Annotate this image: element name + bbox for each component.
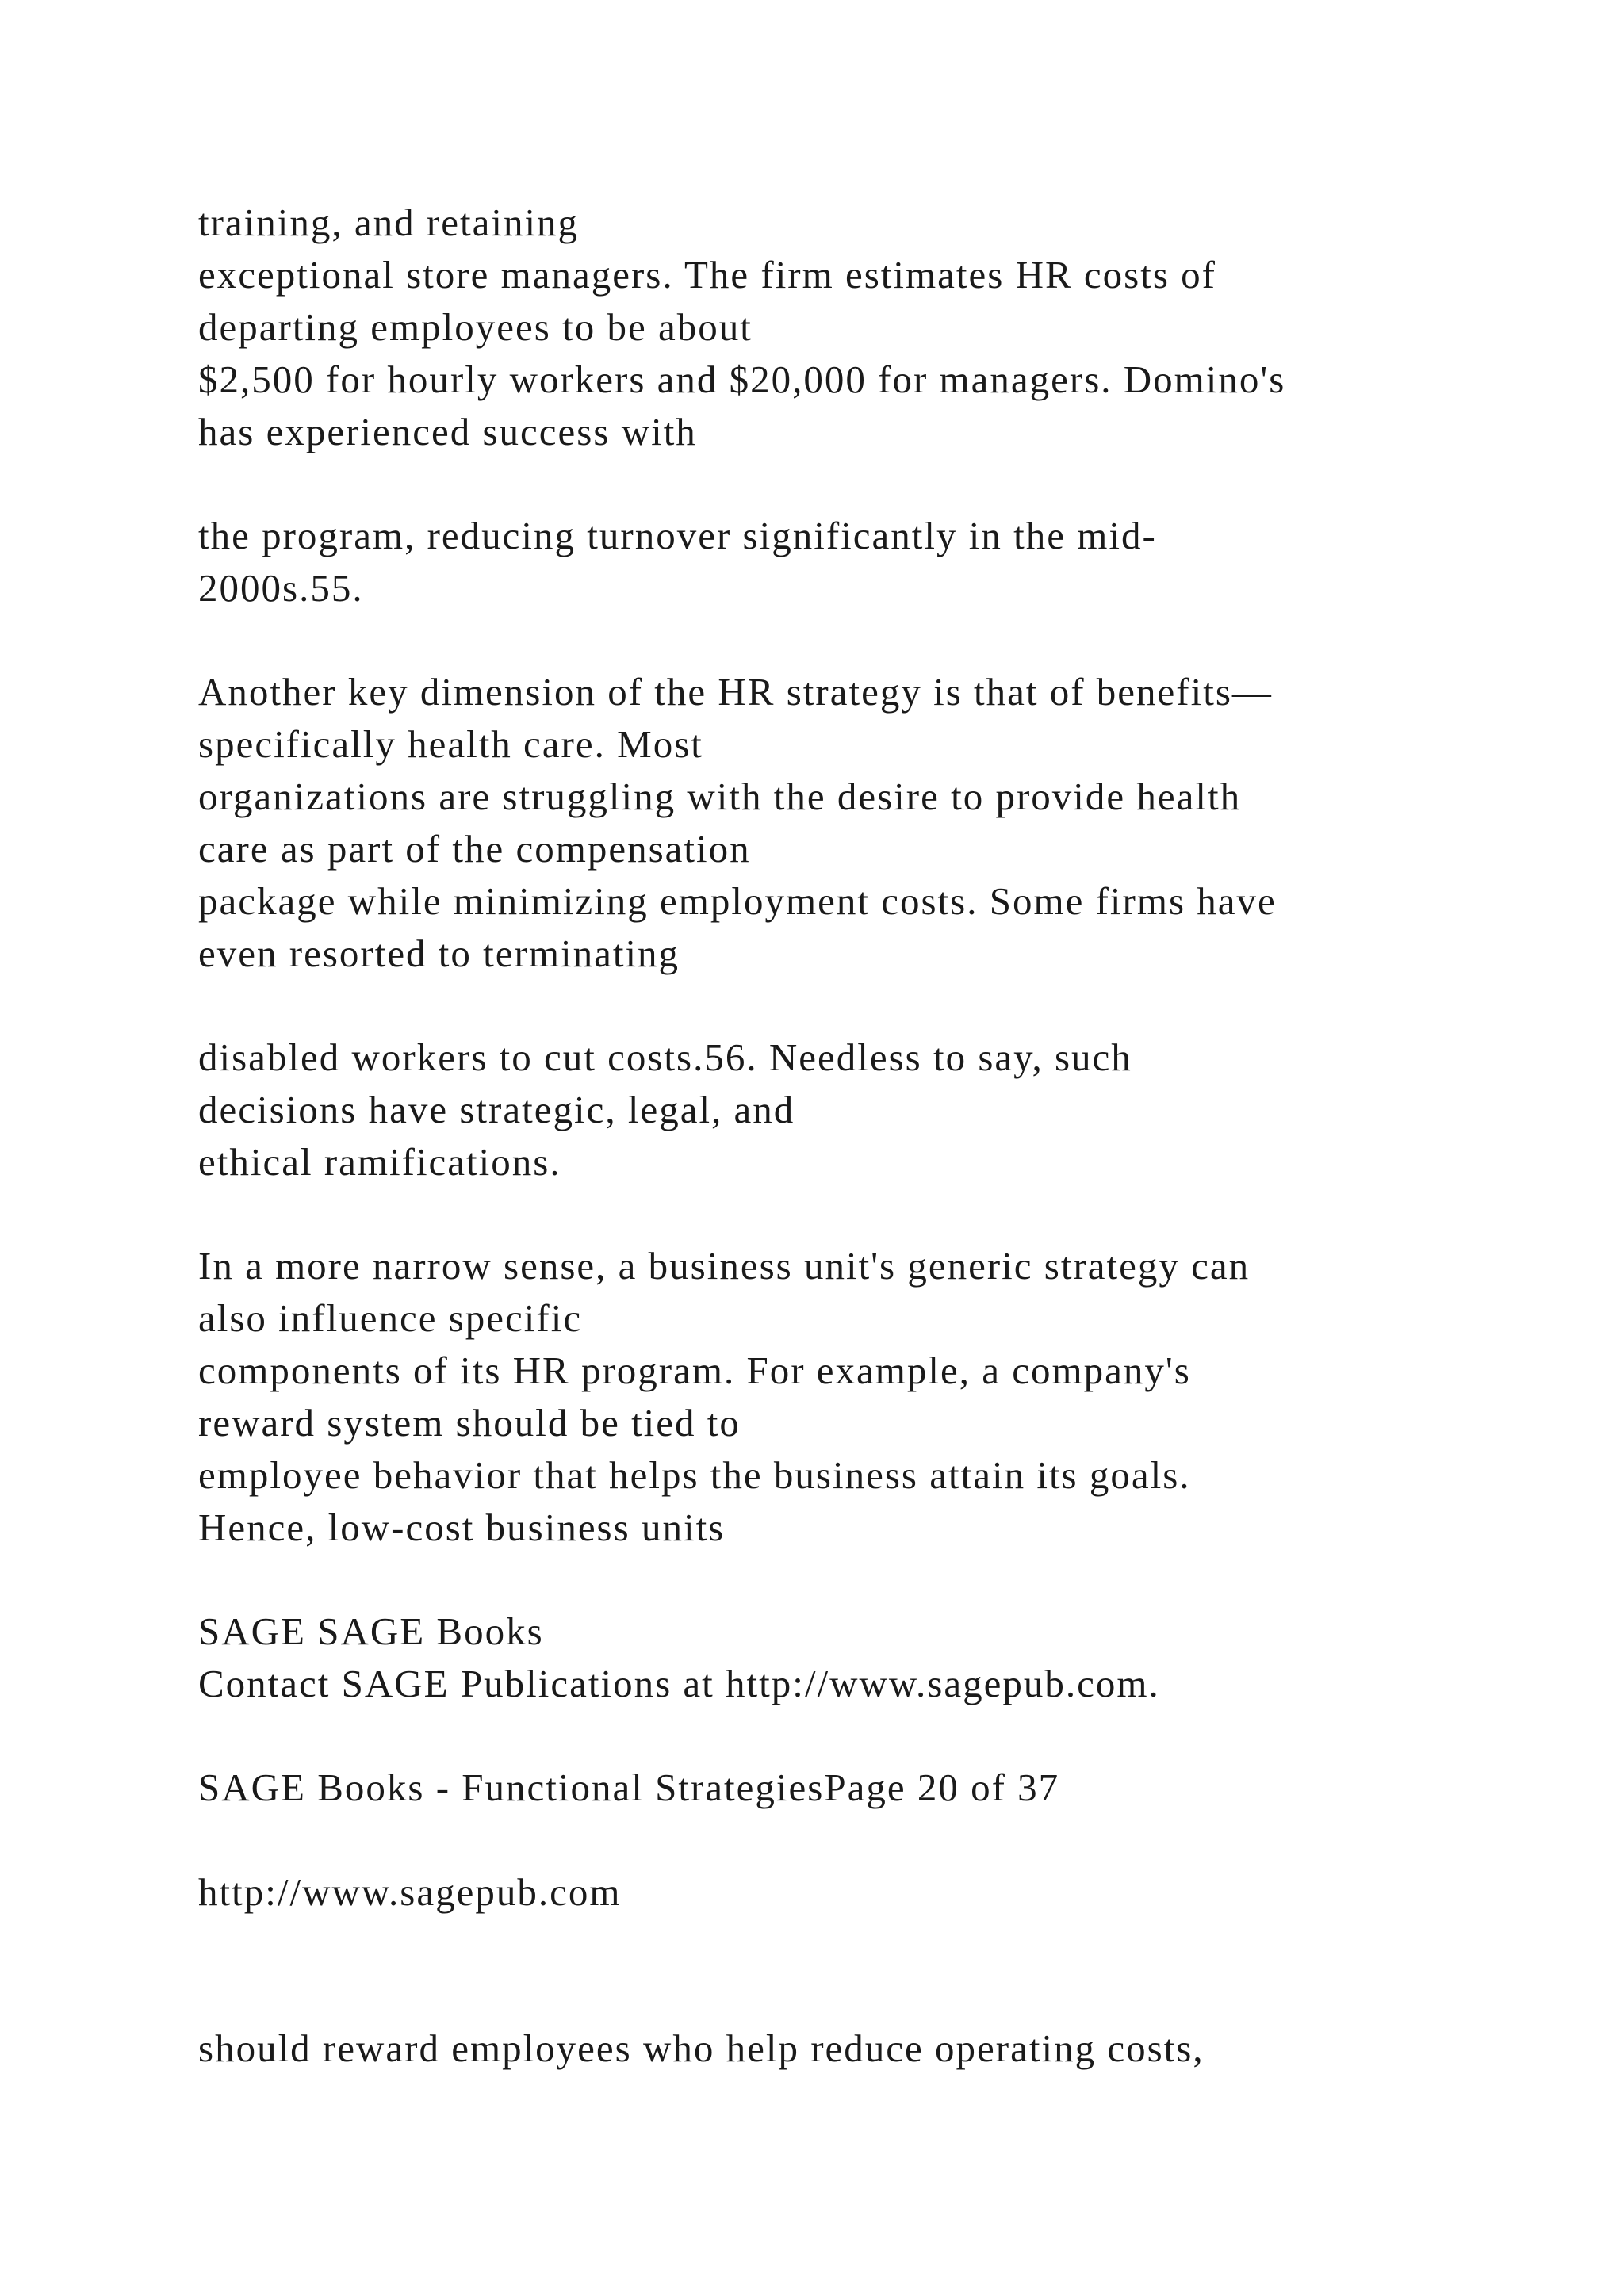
text-line: even resorted to terminating xyxy=(198,932,680,975)
text-line: departing employees to be about xyxy=(198,305,753,349)
contact-line: Contact SAGE Publications at http://www.sagepub.com. xyxy=(198,1662,1160,1705)
text-line: has experienced success with xyxy=(198,410,697,453)
text-line: components of its HR program. For example, a company's xyxy=(198,1349,1191,1392)
text-line: 2000s.55. xyxy=(198,566,364,610)
text-line: decisions have strategic, legal, and xyxy=(198,1088,795,1131)
text-line: organizations are struggling with the desire to provide health xyxy=(198,775,1242,818)
text-line: the program, reducing turnover significantly in the mid- xyxy=(198,514,1157,557)
text-line: specifically health care. Most xyxy=(198,722,703,766)
text-line: ethical ramifications. xyxy=(198,1140,561,1184)
text-line: disabled workers to cut costs.56. Needless to say, such xyxy=(198,1035,1132,1079)
text-line: reward system should be tied to xyxy=(198,1401,741,1445)
publisher-line: SAGE SAGE Books xyxy=(198,1609,544,1653)
text-line: In a more narrow sense, a business unit's generic strategy can xyxy=(198,1244,1251,1288)
page-footer: SAGE Books - Functional StrategiesPage 20 of 37 xyxy=(198,1766,1060,1809)
url-line: http://www.sagepub.com xyxy=(198,1870,622,1914)
text-line: package while minimizing employment costs. Some firms have xyxy=(198,879,1277,923)
text-line: Another key dimension of the HR strategy is that of benefits— xyxy=(198,670,1273,714)
text-line: Hence, low-cost business units xyxy=(198,1506,726,1549)
text-line: $2,500 for hourly workers and $20,000 for managers. Domino's xyxy=(198,358,1286,401)
text-line: also influence specific xyxy=(198,1296,583,1340)
text-line: exceptional store managers. The firm estimates HR costs of xyxy=(198,253,1216,297)
text-line: training, and retaining xyxy=(198,201,580,244)
text-line: care as part of the compensation xyxy=(198,827,751,871)
text-line: should reward employees who help reduce operating costs, xyxy=(198,2026,1205,2070)
text-line: employee behavior that helps the business attain its goals. xyxy=(198,1453,1191,1497)
